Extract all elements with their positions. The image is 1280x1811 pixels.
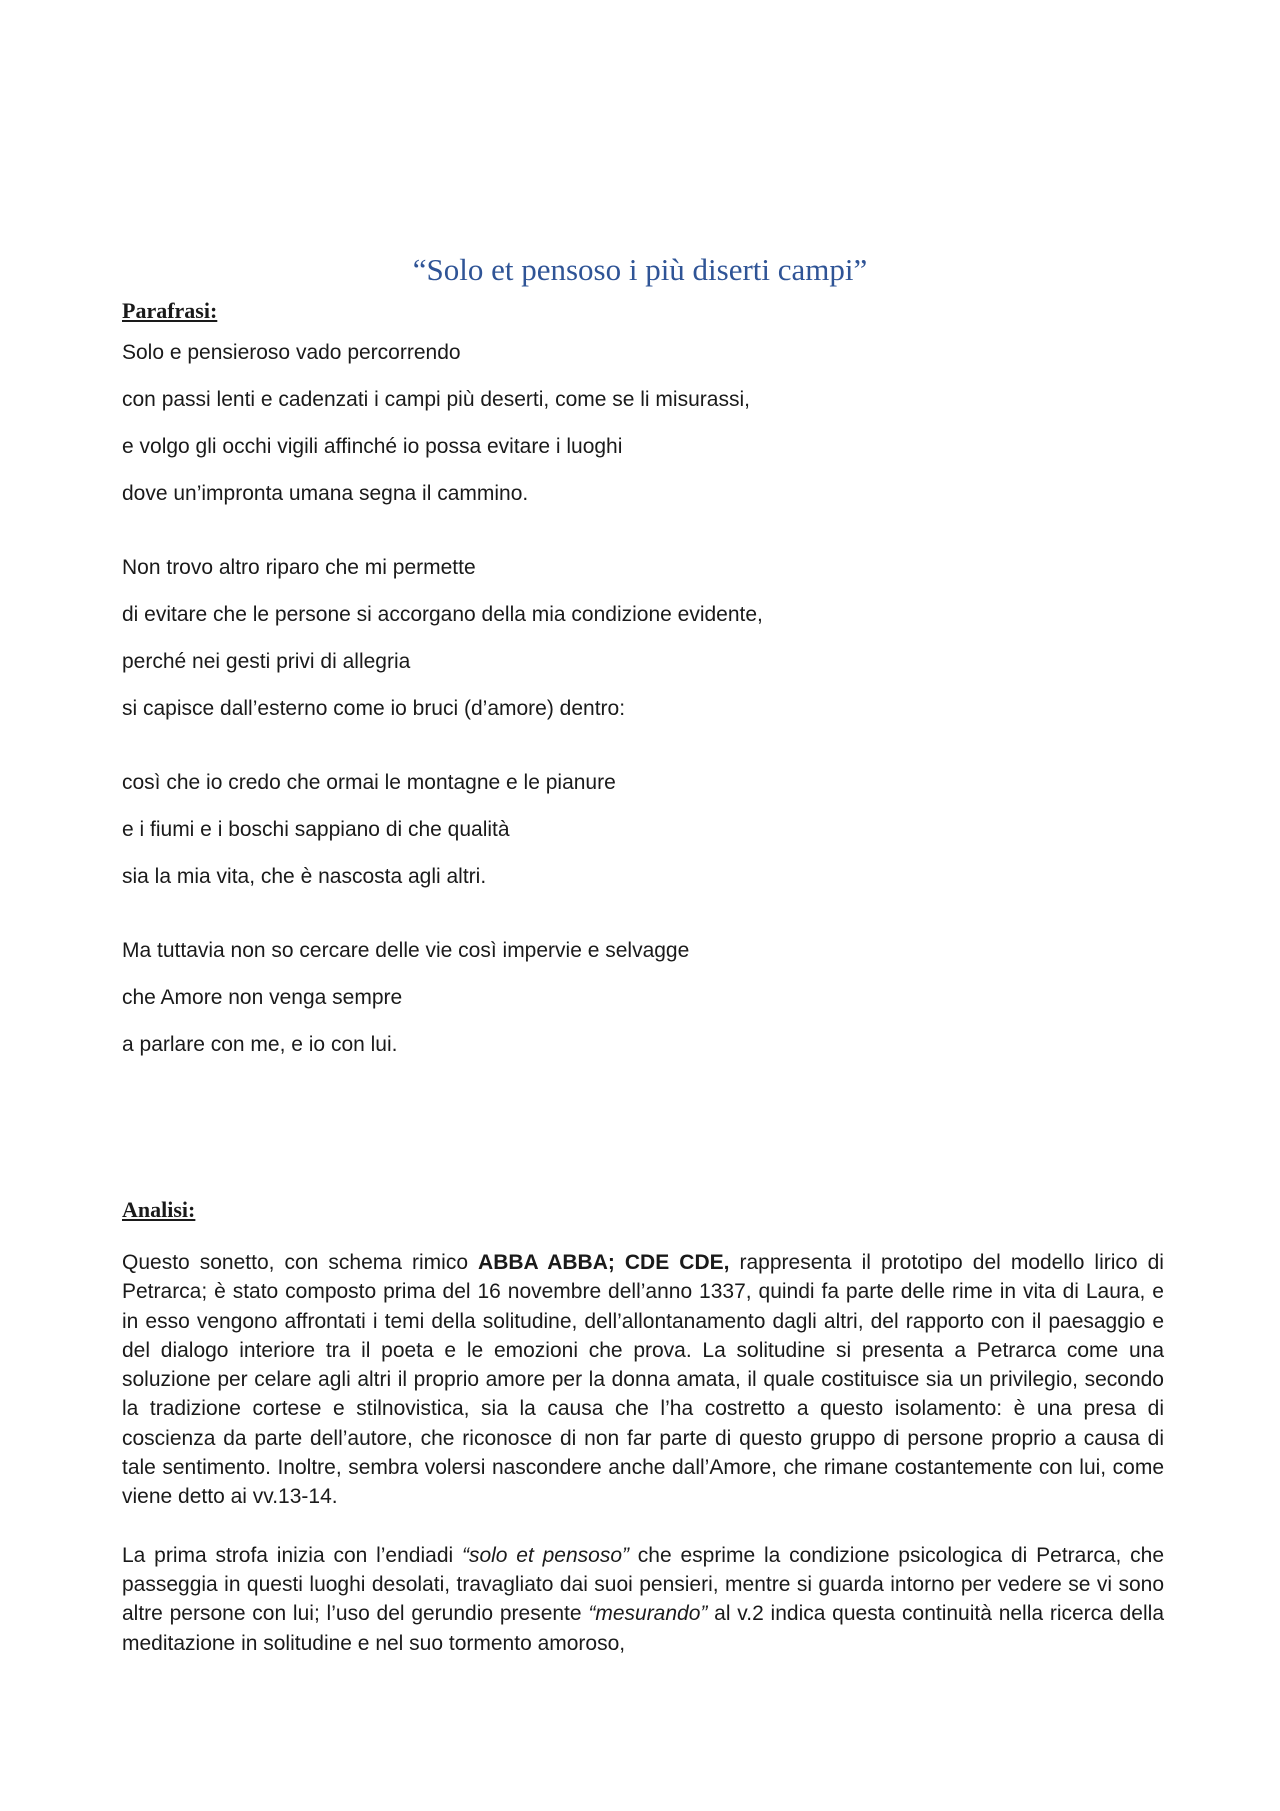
verse-line: così che io credo che ormai le montagne e le pianure [122,771,616,794]
parafrasi-verses [122,339,1162,1105]
verse-line: sia la mia vita, che è nascosta agli altri. [122,865,487,888]
verse-line: con passi lenti e cadenzati i campi più deserti, come se li misurassi, [122,388,750,411]
stanza-3 [122,769,1162,890]
verse-line: e i fiumi e i boschi sappiano di che qualità [122,818,510,841]
quote-italic: “mesurando” [588,1602,708,1626]
paragraph-text: Questo sonetto, con schema rimico [122,1251,479,1274]
analysis-paragraph-2 [122,1541,1164,1658]
verse-line: Ma tuttavia non so cercare delle vie così impervie e selvagge [122,939,690,962]
verse-line: Non trovo altro riparo che mi permette [122,556,476,579]
parafrasi-heading: Parafrasi: [122,298,218,323]
stanza-2 [122,554,1162,722]
verse-line: dove un’impronta umana segna il cammino. [122,482,529,505]
paragraph-text: rappresenta il prototipo del modello lirico di Petrarca; è stato composto prima del 16 novembre dell’anno 1337, quindi fa parte delle rime in vita di Laura, e in esso vengono affrontati i temi della solitudine, dell’allontanamento dagli altri, del rapporto con il paesaggio e del dialogo interiore tra il poeta e le emozioni che prova. La solitudine si presenta a Petrarca come una soluzione per celare agli altri il proprio amore per la donna amata, il quale costituisce sia un privilegio, secondo la tradizione cortese e stilnovistica, sia la causa che l’ha costretto a questo isolamento: è una presa di coscienza da parte dell’autore, che riconosce di non far parte di questo gruppo di persone proprio a causa di tale sentimento. Inoltre, sembra volersi nascondere anche dall’Amore, che rimane costantemente con lui, come viene detto ai vv.13-14. [122,1251,1164,1509]
quote-italic: “solo et pensoso” [461,1543,629,1567]
verse-line: si capisce dall’esterno come io bruci (d’amore) dentro: [122,697,626,720]
verse-line: perché nei gesti privi di allegria [122,650,411,673]
verse-line: di evitare che le persone si accorgano della mia condizione evidente, [122,603,763,626]
verse-line: che Amore non venga sempre [122,986,403,1009]
page-title: “Solo et pensoso i più diserti campi” [412,252,868,287]
analisi-body [122,1248,1164,1687]
analysis-paragraph-1 [122,1248,1164,1512]
verse-line: Solo e pensieroso vado percorrendo [122,341,461,364]
verse-line: e volgo gli occhi vigili affinché io possa evitare i luoghi [122,435,623,458]
paragraph-text: al v.2 indica questa continuità nella ricerca della meditazione in solitudine e nel suo tormento amoroso, [122,1602,1164,1655]
paragraph-text: La prima strofa inizia con l’endiadi [122,1543,462,1567]
rhyme-scheme: ABBA ABBA; CDE CDE, [478,1251,730,1274]
verse-line: a parlare con me, e io con lui. [122,1033,398,1056]
stanza-1 [122,339,1162,507]
stanza-4 [122,937,1162,1058]
analisi-heading: Analisi: [122,1197,196,1222]
paragraph-text: che esprime la condizione psicologica di Petrarca, che passeggia in questi luoghi desolati, travagliato dai suoi pensieri, mentre si guarda intorno per vedere se vi sono altre persone con lui; l’uso del gerundio presente [122,1543,1164,1626]
